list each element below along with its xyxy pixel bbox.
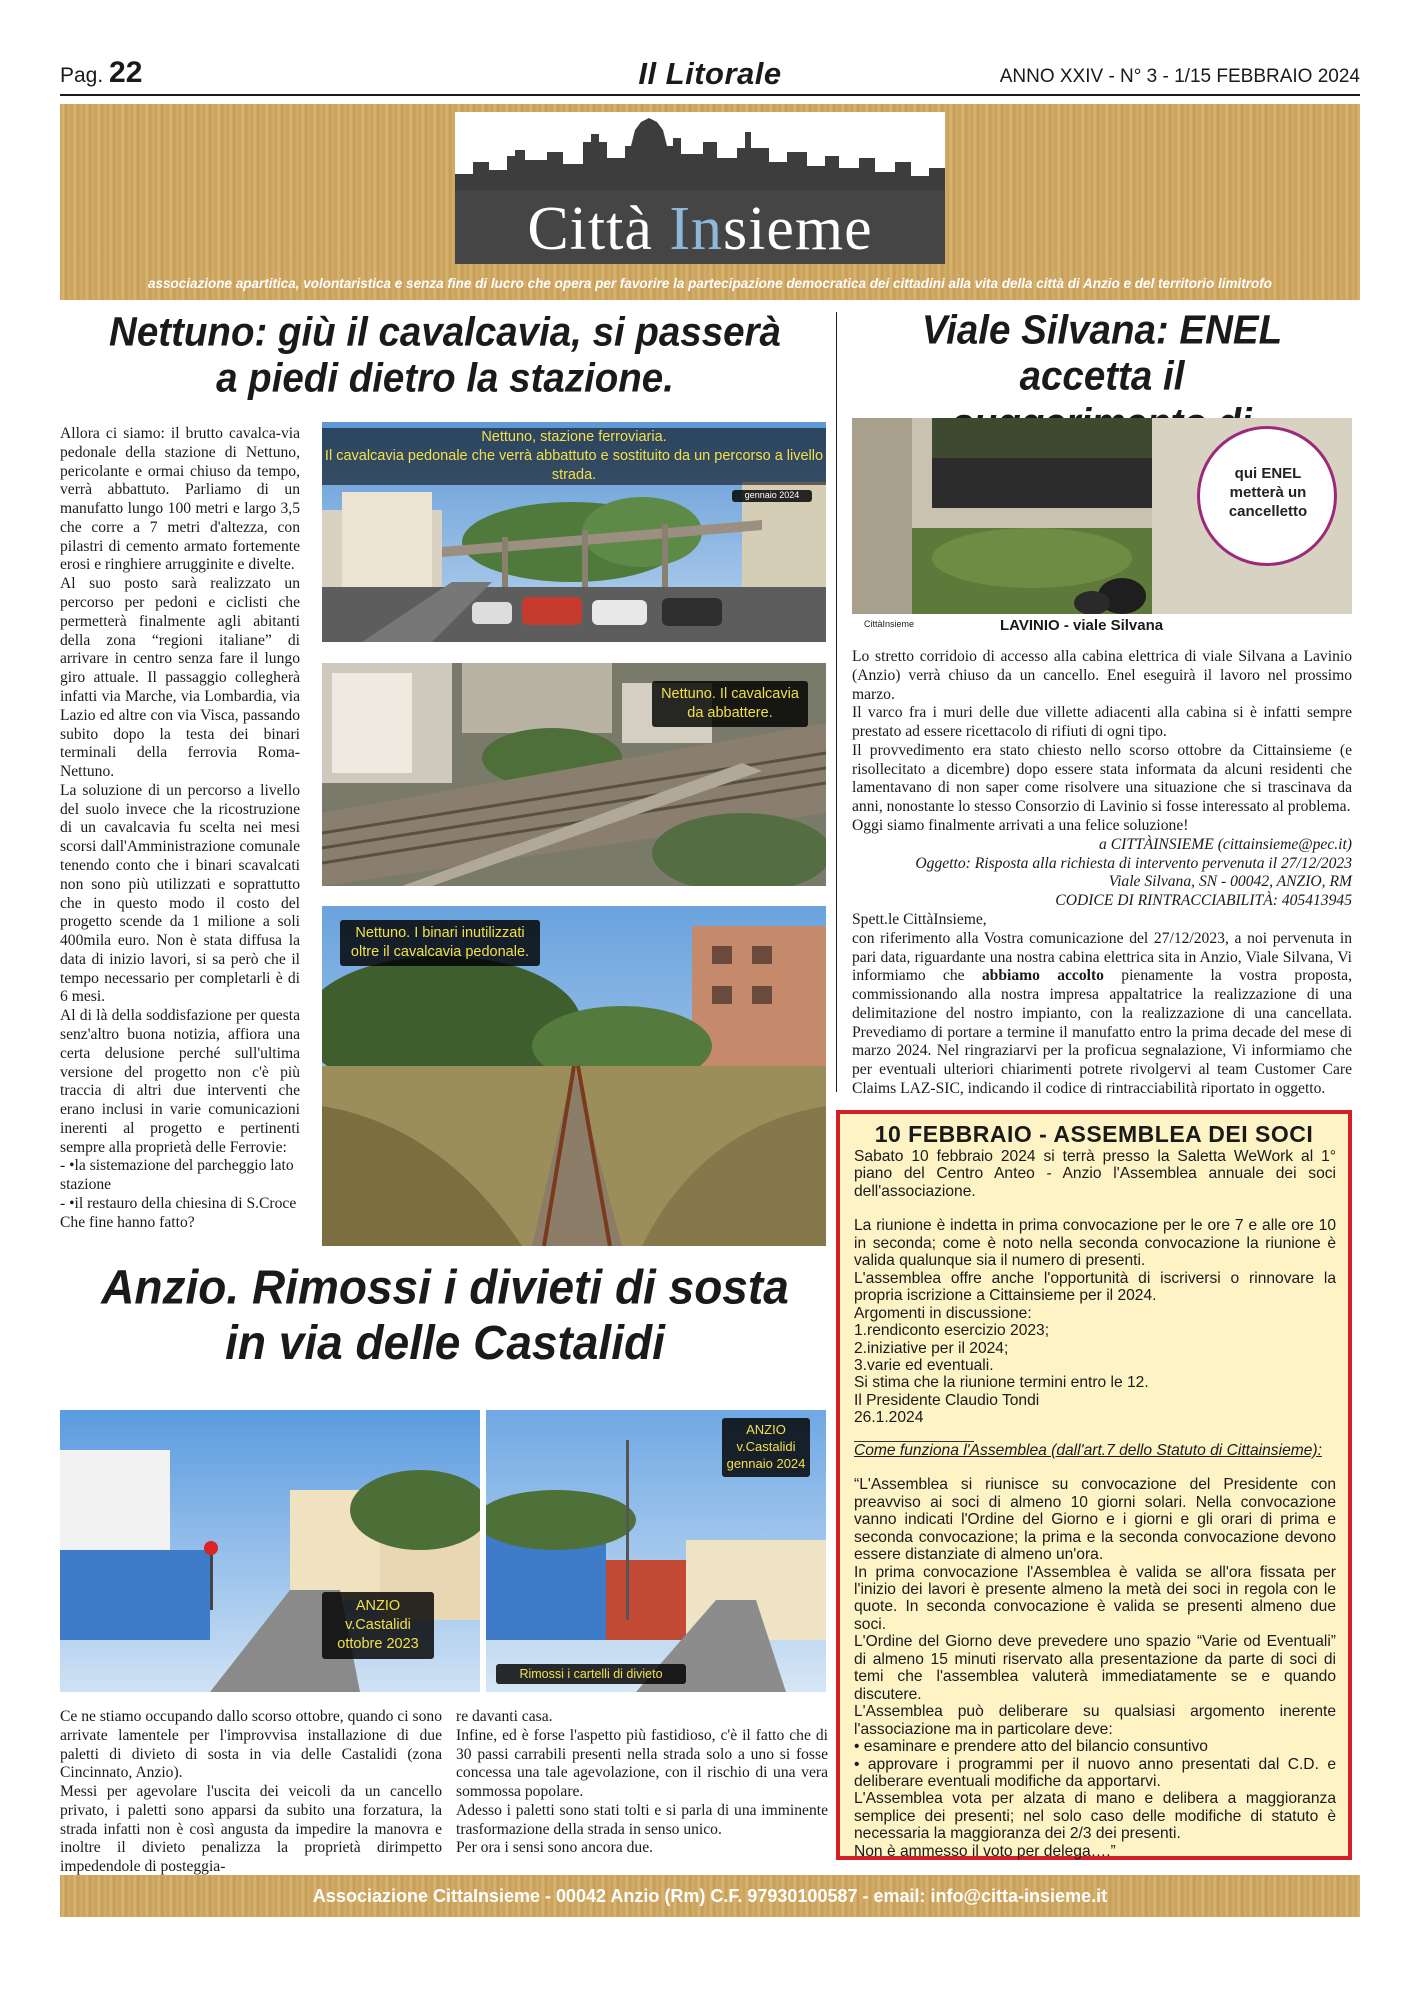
spacer [854, 1459, 1336, 1476]
article1-paragraph: La soluzione di un percorso a livello del suolo invece che la ricostruzione di un cavalcavia fu scelta nei mesi scorsi dall'Amministrazione comunale tenendo conto che i binari scavalcati non sono più utilizzati e soprattutto che in questo modo il costo del progetto scende da 1 milione a soli 400mila euro. Non è stata diffusa la data di inizio lavori, si sa però che il tempo necessario per completarli è di 6 mesi. [60, 781, 300, 1006]
photo1-stamp: gennaio 2024 [732, 490, 812, 502]
article2-headline-line1: Viale Silvana: ENEL accetta il [921, 307, 1283, 400]
article1-bullet: - •la sistemazione del parcheggio lato stazione [60, 1157, 294, 1194]
logo-word-in: In [669, 195, 724, 263]
page-number: 22 [109, 56, 143, 89]
agenda-item: 1.rendiconto esercizio 2023; [854, 1322, 1050, 1340]
article2-paragraph: Oggi siamo finalmente arrivati a una felice soluzione! [852, 817, 1189, 835]
agenda-title: Argomenti in discussione: [854, 1304, 1032, 1322]
spacer [854, 1200, 1336, 1217]
letter-recipient: a CITTÀINSIEME (cittainsieme@pec.it) [1099, 835, 1352, 853]
article3-paragraph: Per ora i sensi sono ancora due. [456, 1839, 654, 1857]
article3-paragraph: Infine, ed è forse l'aspetto più fastidioso, c'è il fatto che di 30 passi carrabili presenti nella strada solo a uno si fosse concessa una tale agevolazione, con il rischio di una vera sommossa popolare. [456, 1726, 828, 1801]
photo1-caption-line2: Il cavalcavia pedonale che verrà abbattuto e sostituito da un percorso a livello strada. [324, 447, 824, 483]
page-prefix: Pag. [60, 64, 104, 87]
article1-headline-line2: a piedi dietro la stazione. [216, 356, 674, 402]
assembly-text [840, 1148, 1348, 1860]
header-rule [60, 94, 1360, 96]
photo-nettuno-station [322, 422, 826, 642]
assembly-paragraph: L'assemblea offre anche l'opportunità di iscriversi o rinnovare la propria iscrizione a Cittainsieme per il 2024. [854, 1269, 1336, 1305]
article3-paragraph: Adesso i paletti sono stati tolti e si parla di una imminente trasformazione della strada in senso unico. [456, 1801, 828, 1838]
article2-paragraph: Il varco fra i muri delle due villette adiacenti alla cabina si è infatti sempre prestato ad essere ricettacolo di rifiuti di ogni tipo. [852, 704, 1352, 741]
article3-headline [60, 1259, 830, 1370]
article2-paragraph: Lo stretto corridoio di accesso alla cabina elettrica di viale Silvana a Lavinio (Anzio) verrà chiuso da un cancello. Enel eseguirà il lavoro nel prossimo marzo. [852, 648, 1352, 703]
article1-headline-line1: Nettuno: giù il cavalcavia, si passerà [109, 309, 781, 355]
letter-subject: Oggetto: Risposta alla richiesta di intervento pervenuta il 27/12/2023 [915, 854, 1352, 872]
assembly-paragraph: Si stima che la riunione termini entro le 12. [854, 1374, 1149, 1392]
statute-quote: L'Assemblea vota per alzata di mano e delibera a maggioranza semplice dei presenti; nel solo caso delle modifiche di statuto è necessaria la maggioranza dei 2/3 dei presenti. [854, 1790, 1336, 1843]
article1-paragraph: Allora ci siamo: il brutto cavalca-via pedonale della stazione di Nettuno, pericolante e ormai chiuso da tempo, verrà abbattuto. Parliamo di un manufatto lungo 100 metri e largo 3,5 che corre a 7 metri d'altezza, con pilastri di cemento armato fortemente erosi e ringhiere arrugginite e divelte. [60, 425, 300, 574]
photo-castalidi-october [60, 1410, 480, 1692]
article3-paragraph: Ce ne stiamo occupando dallo scorso ottobre, quando ci sono arrivate lamentele per l'improvvisa installazione di due paletti di divieto di sosta in via delle Castalidi (zona Cincinnato, Anzio). [60, 1708, 442, 1782]
assembly-title: 10 FEBBRAIO - ASSEMBLEA DEI SOCI [874, 1121, 1314, 1147]
logo-word-sieme: sieme [723, 195, 873, 263]
photo-overpass-aerial [322, 663, 826, 886]
article1-bullet: - •il restauro della chiesina di S.Croce [60, 1195, 297, 1213]
article1-paragraph: Al suo posto sarà realizzato un percorso per pedoni e ciclisti che permetterà finalmente agli abitanti della zona “regioni italiane” di arrivare in centro senza fare il lungo giro attuale. Il passaggio collegherà infatti via Marche, via Lombardia, via Lazio ed altre con via Visca, passando subito dopo la testa dei binari terminali della ferrovia Roma-Nettuno. [60, 575, 300, 781]
banner [60, 104, 1360, 300]
article3-column2 [456, 1708, 828, 1858]
agenda-item: 2.iniziative per il 2024; [854, 1339, 1009, 1357]
statute-quote: “L'Assemblea si riunisce su convocazione del Presidente con preavviso ai soci di almeno 10 giorni solari. Nella convocazione vanno indicati l'Ordine del Giorno e i giorni e gli orari di prima e seconda convocazione; la prima e la seconda convocazione devono essere distanziate di almeno un'ora. [854, 1476, 1336, 1564]
speech-bubble [1197, 426, 1337, 566]
letter-greeting: Spett.le CittàInsieme, [852, 910, 987, 928]
photo2-caption: Nettuno. Il cavalcavia da abbattere. [652, 681, 808, 727]
letter-address: Viale Silvana, SN - 00042, ANZIO, RM [1108, 873, 1352, 891]
photo-right-caption-bottom: Rimossi i cartelli di divieto [496, 1664, 686, 1684]
article3-headline-line1: Anzio. Rimossi i divieti di sosta [101, 1259, 789, 1314]
article3-paragraph: Messi per agevolare l'uscita dei veicoli da un cancello privato, i paletti sono apparsi da subito una forzatura, la strada infatti non è così angusta da impedire la manovra e inoltre il divieto penalizza la proprietà dirimpetto impedendole di posteggia- [60, 1783, 442, 1876]
agenda-item: 3.varie ed eventuali. [854, 1356, 994, 1374]
photo-logo: CittàInsieme [864, 619, 915, 629]
photo-unused-tracks [322, 906, 826, 1246]
column-separator [836, 312, 837, 1092]
banner-tagline: associazione apartitica, volontaristica e senza fine di lucro che opera per favorire la partecipazione democratica dei cittadini alla vita della città di Anzio e del territorio limitrofo [147, 276, 1273, 291]
statute-quote: • approvare i programmi per il nuovo anno presentati dal C.D. e deliberare eventuali modifiche da apportarvi. [854, 1755, 1336, 1790]
article3-headline-line2: in via delle Castalidi [225, 1314, 665, 1370]
article1-body [60, 425, 300, 1233]
statute-quote: L'Ordine del Giorno deve prevedere uno spazio “Varie od Eventuali” di almeno 15 minuti riservato alla presentazione da parte di soci di temi che l'assemblea valuterà immediatamente se e quando discutere. [854, 1633, 1336, 1703]
photo-left-caption: ANZIO v.Castalidi ottobre 2023 [322, 1592, 434, 1659]
assembly-intro: Sabato 10 febbraio 2024 si terrà presso la Saletta WeWork al 1° piano del Centro Anteo - Anzio l'Assemblea annuale dei soci dell'associazione. [854, 1148, 1336, 1200]
assembly-signature: Il Presidente Claudio Tondi [854, 1391, 1040, 1409]
photo-label-strip [852, 614, 1352, 638]
footer: Associazione CittaInsieme - 00042 Anzio (Rm) C.F. 97930100587 - email: info@citta-insieme.it [60, 1875, 1360, 1917]
statute-title: Come funziona l'Assemblea (dall'art.7 dello Statuto di Cittainsieme): [854, 1441, 1322, 1459]
letter-code: CODICE DI RINTRACCIABILITÀ: 405413945 [1055, 892, 1352, 910]
article3-column1 [60, 1708, 442, 1877]
statute-quote: L'Assemblea può deliberare su qualsiasi argomento inerente l'associazione ma in particolare deve: [854, 1703, 1336, 1738]
logo-word-citta: Città [527, 195, 670, 263]
statute-quote: • esaminare e prendere atto del bilancio consuntivo [854, 1738, 1208, 1756]
article1-paragraph: Al di là della soddisfazione per questa senz'altro buona notizia, affiora una certa delusione perché sull'ultima versione del progetto non c'è più traccia di altri due interventi che erano inclusi in varie comunicazioni inerenti al progetto e pertinenti sempre alla proprietà delle Ferrovie: [60, 1007, 300, 1156]
assembly-date: 26.1.2024 [854, 1409, 924, 1427]
letter-body-end: pienamente la vostra proposta, commissionando alla nostra impresa appaltatrice la realizzazione di una delimitazione del nostro impianto, con la realizzazione di una cancellata. Prevediamo di portare a termine il manufatto entro la prima decade del mese di marzo 2024. Nel ringraziarvi per la proficua segnalazione, Vi informiamo che per eventuali ulteriori chiarimenti potrete rivolgervi al team Customer Care Claims LAZ-SIC, indicando il codice di rintracciabilità riportato in oggetto. [852, 967, 1353, 1097]
letter-body [852, 930, 1352, 1099]
letter-body-start: con riferimento alla Vostra comunicazione del 27/12/2023, a noi pervenuta in pari data, riguardante una nostra cabina elettrica sita in Anzio, Viale Silvana, Vi informiamo che [852, 929, 1352, 985]
issue-info: ANNO XXIV - N° 3 - 1/15 FEBBRAIO 2024 [999, 66, 1360, 87]
assembly-paragraph: La riunione è indetta in prima convocazione per le ore 7 e alle ore 10 in seconda; come è noto nella seconda convocazione la riunione è valida qualunque sia il numero di presenti. [854, 1217, 1336, 1270]
article2-paragraph: Il provvedimento era stato chiesto nello scorso ottobre da Cittainsieme (e risollecitato a dicembre) dopo essere stata informata da alcuni residenti che lamentavano di non saper come risolvere una situazione che si trascinava da anni, nonostante lo stesso Consorzio di Lavinio si fosse interessato al problema. [852, 741, 1352, 816]
photo-viale-silvana [852, 418, 1352, 638]
logo [455, 112, 945, 264]
photo3-caption: Nettuno. I binari inutilizzati oltre il cavalcavia pedonale. [340, 920, 540, 966]
assembly-box [836, 1110, 1352, 1860]
article3-paragraph: re davanti casa. [456, 1708, 553, 1725]
photo1-caption [322, 428, 826, 485]
photo1-caption-line1: Nettuno, stazione ferroviaria. [481, 429, 667, 445]
statute-quote: Non è ammesso il voto per delega….” [854, 1842, 1116, 1860]
masthead: Il Litorale [638, 56, 782, 91]
photo-castalidi-january [486, 1410, 826, 1692]
article2-body [852, 648, 1352, 1099]
logo-text [455, 194, 945, 264]
article1-headline [60, 310, 830, 403]
speech-bubble-text: qui ENEL metterà un cancelletto [1228, 465, 1308, 520]
statute-quote: In prima convocazione l'Assemblea è valida se all'ora fissata per l'inizio dei lavori è presente almeno la metà dei soci in regola con le quote. In seconda convocazione è valida se presenti almeno due soci. [854, 1563, 1336, 1633]
article1-closing: Che fine hanno fatto? [60, 1213, 195, 1231]
letter-body-emphasis: abbiamo accolto [981, 967, 1104, 985]
photo-location-label: LAVINIO - viale Silvana [1000, 617, 1164, 634]
photo-right-caption-top: ANZIO v.Castalidi gennaio 2024 [722, 1418, 810, 1477]
